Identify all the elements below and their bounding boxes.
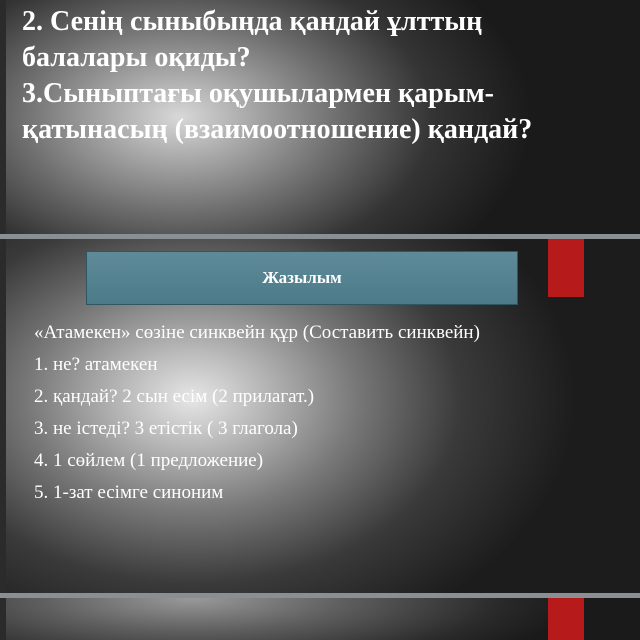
slide-left-edge [0,239,6,593]
heading-box [86,251,518,305]
red-accent-bar [548,239,584,297]
question-line: балалары оқиды? [22,42,251,73]
slide-writing [0,239,640,593]
question-line: 2. Сенің сыныбыңда қандай ұлттың [22,6,483,37]
slide-left-edge [0,0,6,234]
question-line: қатынасың (взаимоотношение) қандай? [22,114,533,145]
list-item: 3. не істеді? 3 етістік ( 3 глагола) [34,418,298,439]
list-item: 4. 1 сөйлем (1 предложение) [34,450,264,471]
intro-line: «Атамекен» сөзіне синквейн құр (Составить синквейн) [34,322,480,343]
slide-left-edge [0,598,6,640]
questions-text [22,4,622,148]
red-accent-bar [548,598,584,640]
list-item: 5. 1-зат есімге синоним [34,482,224,503]
list-item: 2. қандай? 2 сын есім (2 прилагат.) [34,386,315,407]
slide-heading: Жазылым [262,268,342,287]
slide-content [34,317,624,509]
list-item: 1. не? атамекен [34,354,158,375]
slide-next [0,598,640,640]
slide-questions [0,0,640,234]
question-line: 3.Сыныптағы оқушылармен қарым- [22,78,494,109]
